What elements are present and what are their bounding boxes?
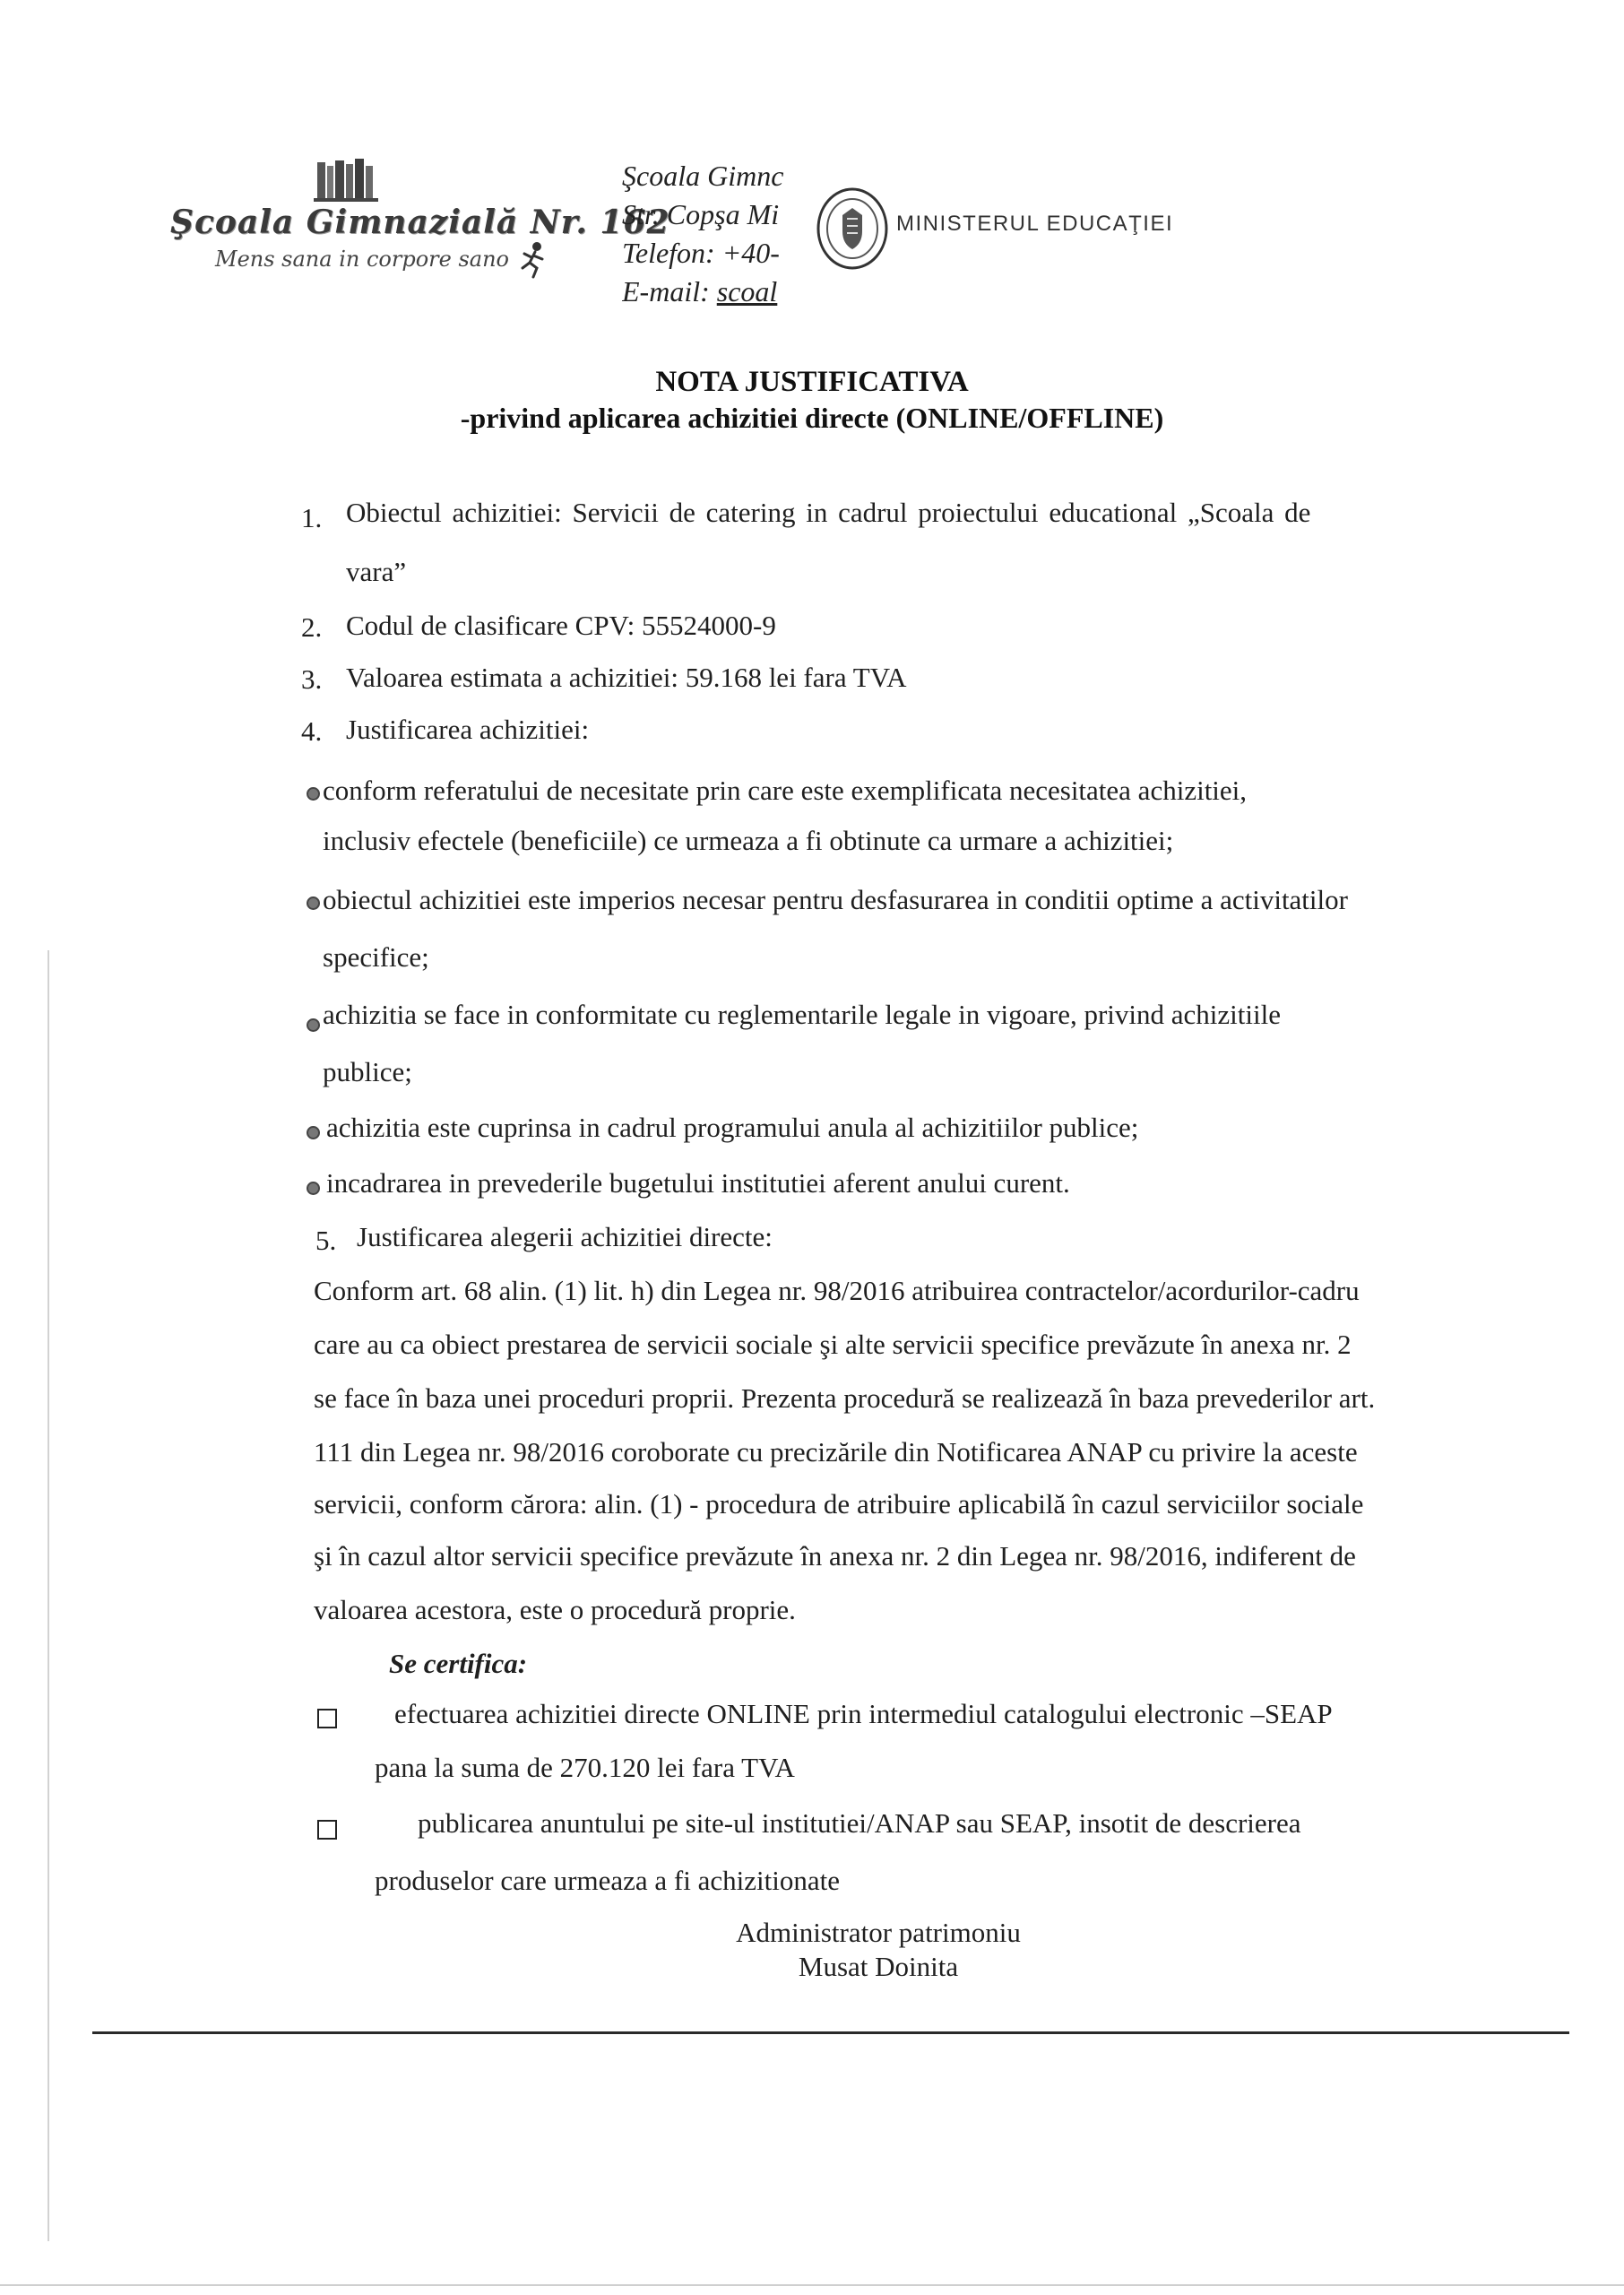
scan-edge-left <box>48 950 49 2241</box>
school-logo-motto: Mens sana in corpore sano <box>215 247 509 272</box>
online-option-checkbox[interactable] <box>317 1709 337 1728</box>
offline-option-checkbox[interactable] <box>317 1820 337 1840</box>
paragraph-line: se face în baza unei proceduri proprii. Prezenta procedură se realizează în baza prevederilor art. <box>314 1382 1376 1414</box>
government-seal-icon <box>816 186 889 271</box>
bullet-3-line-2: publice; <box>323 1056 412 1087</box>
item-number: 4. <box>301 715 323 747</box>
paragraph-line: Conform art. 68 alin. (1) lit. h) din Legea nr. 98/2016 atribuirea contractelor/acordurilor-cadru <box>314 1275 1360 1306</box>
document-title: NOTA JUSTIFICATIVA <box>655 366 969 398</box>
paragraph-line: 111 din Legea nr. 98/2016 coroborate cu precizările din Notificarea ANAP cu privire la aceste <box>314 1436 1358 1468</box>
paragraph-line: servicii, conform cărora: alin. (1) - procedura de atribuire aplicabilă în cazul serviciilor sociale <box>314 1488 1364 1520</box>
bullet-icon <box>307 787 320 801</box>
item-number: 3. <box>301 663 323 695</box>
bullet-icon <box>307 1018 320 1032</box>
item-4: Justificarea achizitiei: <box>346 714 590 745</box>
bullet-icon <box>307 1182 320 1195</box>
paragraph-line: şi în cazul altor servicii specifice prevăzute în anexa nr. 2 din Legea nr. 98/2016, indiferent de <box>314 1540 1356 1572</box>
contact-school-name: Şcoala Gimnc <box>622 160 784 192</box>
bullet-1-line-1: conform referatului de necesitate prin care este exemplificata necesitatea achizitiei, <box>323 775 1248 806</box>
bullet-2-line-1: obiectul achizitiei este imperios necesar pentru desfasurarea in conditii optime a activitatilor <box>323 884 1348 915</box>
item-number: 5. <box>315 1225 337 1256</box>
bullet-3-line-1: achizitia se face in conformitate cu reglementarile legale in vigoare, privind achizitiile <box>323 999 1282 1030</box>
item-number: 2. <box>301 611 323 643</box>
document-subtitle: -privind aplicarea achizitiei directe (ONLINE/OFFLINE) <box>460 402 1164 434</box>
item-5: Justificarea alegerii achizitiei directe: <box>357 1221 773 1252</box>
bullet-1-line-2: inclusiv efectele (beneficiile) ce urmeaza a fi obtinute ca urmare a achizitiei; <box>323 825 1174 856</box>
school-contact <box>622 160 801 314</box>
footer-divider <box>92 2031 1569 2034</box>
scan-edge-bottom <box>0 2284 1624 2286</box>
item-2: Codul de clasificare CPV: 55524000-9 <box>346 610 776 641</box>
contact-email-label: E-mail: <box>622 275 717 307</box>
contact-email <box>622 275 801 314</box>
runner-icon <box>515 241 551 279</box>
contact-email-value: scoal <box>716 275 778 307</box>
contact-phone: Telefon: +40- <box>622 237 780 269</box>
signature-name: Musat Doinita <box>798 1951 959 1982</box>
offline-option-line-1: publicarea anuntului pe site-ul institutiei/ANAP sau SEAP, insotit de descrierea <box>418 1807 1301 1839</box>
bullet-icon <box>307 1126 320 1139</box>
bullet-5: incadrarea in prevederile bugetului institutiei aferent anului curent. <box>326 1167 1070 1199</box>
offline-option-line-2: produselor care urmeaza a fi achizitionate <box>375 1865 840 1896</box>
certify-heading: Se certifica: <box>389 1648 528 1679</box>
item-1-line-2: vara” <box>346 556 407 587</box>
bullet-icon <box>307 896 320 910</box>
books-icon <box>314 157 385 202</box>
bullet-2-line-2: specifice; <box>323 941 429 973</box>
online-option-line-2: pana la suma de 270.120 lei fara TVA <box>375 1752 795 1783</box>
contact-address: Str. Copşa Mi <box>622 198 780 230</box>
item-3: Valoarea estimata a achizitiei: 59.168 lei fara TVA <box>346 662 907 693</box>
ministry-name: MINISTERUL EDUCAŢIEI <box>896 212 1174 236</box>
signature-role: Administrator patrimoniu <box>736 1917 1021 1948</box>
school-logo-name: Şcoala Gimnazială Nr. 162 <box>170 204 670 241</box>
bullet-4: achizitia este cuprinsa in cadrul programului anula al achizitiilor publice; <box>326 1112 1139 1143</box>
paragraph-line: valoarea acestora, este o procedură proprie. <box>314 1594 796 1625</box>
item-1-line-1: Obiectul achizitiei: Servicii de catering in cadrul proiectului educational „Scoala de <box>346 497 1311 528</box>
paragraph-line: care au ca obiect prestarea de servicii sociale şi alte servicii specifice prevăzute în anexa nr. 2 <box>314 1329 1352 1360</box>
item-number: 1. <box>301 502 323 533</box>
school-logo <box>170 157 670 282</box>
online-option-line-1: efectuarea achizitiei directe ONLINE prin intermediul catalogului electronic –SEAP <box>394 1698 1333 1729</box>
